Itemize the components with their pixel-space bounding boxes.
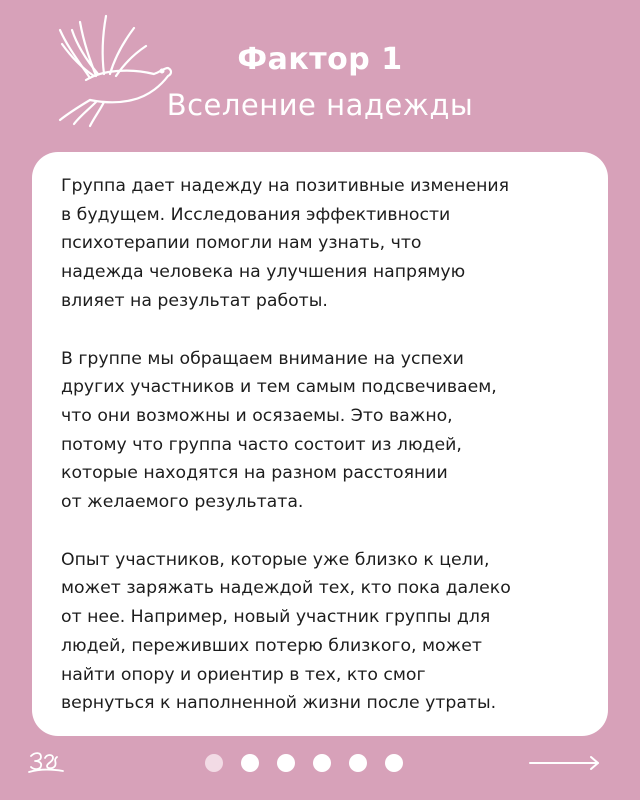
paragraph-2: В группе мы обращаем внимание на успехи других участников и тем самым подсвечиваем, что они возможны и осязаемы. Это важно, потому что группа часто состоит из людей, которые находятся на разном расстоянии от желаемого результата. [61, 348, 497, 513]
pagination-dot[interactable] [205, 754, 223, 772]
pagination-dot[interactable] [313, 754, 331, 772]
content-card [32, 152, 608, 736]
brand-logo [27, 748, 65, 776]
paragraph-3: Опыт участников, которые уже близко к цели, может заряжать надеждой тех, кто пока далеко от нее. Например, новый участник группы для людей, переживших потерю близкого, может найти опору и ориентир в тех, кто смог вернуться к наполненной жизни после утраты. [61, 549, 511, 714]
arrow-right-icon[interactable] [528, 754, 602, 772]
page-title: Фактор 1 [237, 42, 403, 77]
pagination-dot[interactable] [385, 754, 403, 772]
page-subtitle: Вселение надежды [166, 88, 474, 122]
pagination-dot[interactable] [241, 754, 259, 772]
pagination-dots [205, 754, 403, 772]
paragraph-1: Группа дает надежду на позитивные изменения в будущем. Исследования эффективности психотерапии помогли нам узнать, что надежда человека на улучшения напрямую влияет на результат работы. [61, 176, 510, 311]
pagination-dot[interactable] [349, 754, 367, 772]
pagination-dot[interactable] [277, 754, 295, 772]
